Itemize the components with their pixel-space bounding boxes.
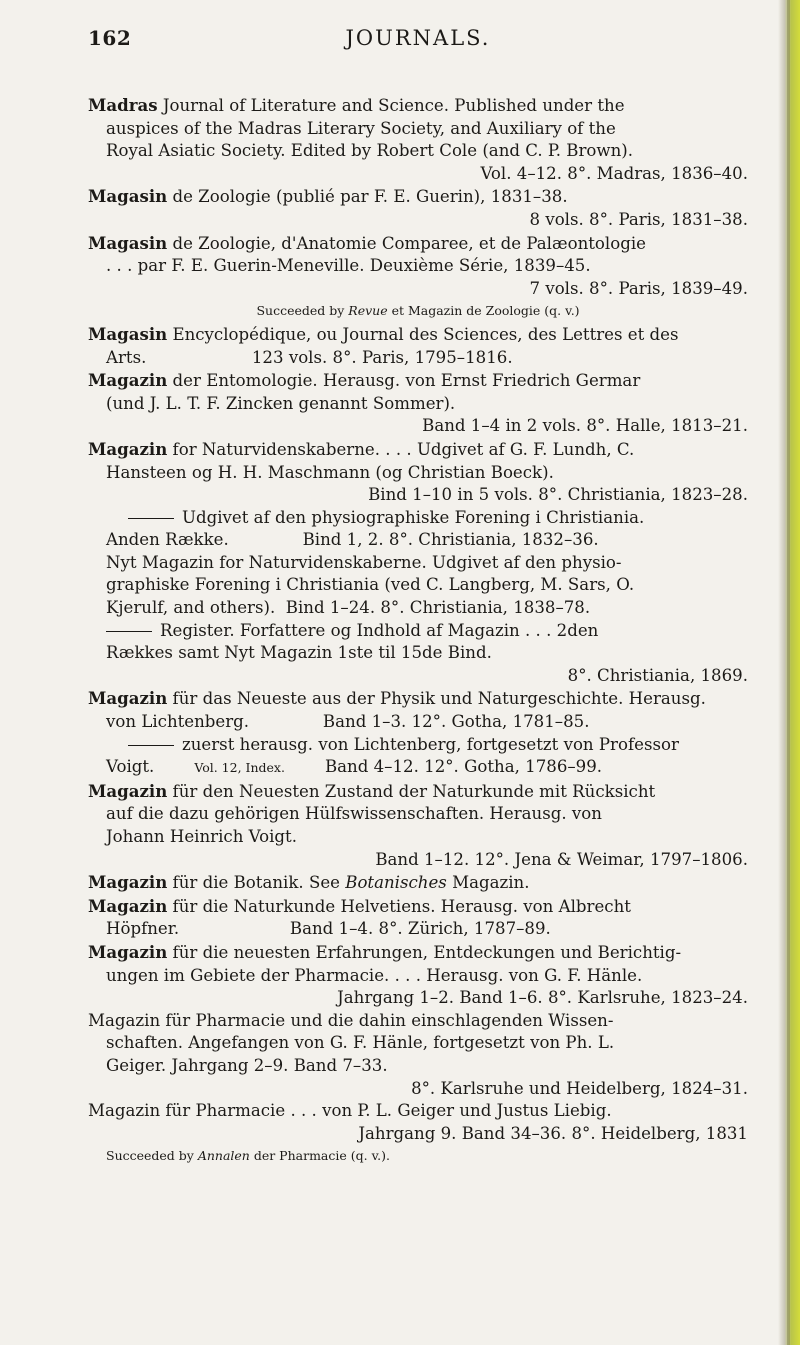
note-text: der Pharmacie (q. v.). bbox=[249, 1148, 390, 1164]
entry-text: ungen im Gebiete der Pharmacie. . . . Herausg. von G. F. Hänle. bbox=[106, 965, 643, 985]
entry-text: Arts. 123 vols. 8°. Paris, 1795–1816. bbox=[106, 347, 513, 367]
entry-keyword: Magasin bbox=[88, 232, 168, 253]
text-line bbox=[88, 255, 748, 278]
ditto-dash bbox=[128, 745, 174, 746]
text-line bbox=[88, 803, 748, 826]
text-line bbox=[88, 665, 748, 688]
text-line bbox=[88, 209, 748, 232]
ditto-dash bbox=[106, 631, 152, 632]
entry-text: Magazin für Pharmacie und die dahin einschlagenden Wissen- bbox=[88, 1010, 614, 1030]
note-italic-title: Revue bbox=[348, 303, 388, 319]
entry-text: Encyclopédique, ou Journal des Sciences, des Lettres et des bbox=[167, 324, 679, 344]
entry-text: auf die dazu gehörigen Hülfswissenschaften. Herausg. von bbox=[106, 804, 602, 824]
entry-text: Band 1–4 in 2 vols. 8°. Halle, 1813–21. bbox=[422, 416, 748, 436]
entry-text: graphiske Forening i Christiania (ved C. Langberg, M. Sars, O. bbox=[106, 575, 635, 595]
text-line bbox=[88, 369, 748, 393]
entry-text: Band 1–12. 12°. Jena & Weimar, 1797–1806. bbox=[375, 849, 748, 869]
note-text: Succeeded by bbox=[256, 303, 349, 319]
text-line bbox=[88, 711, 748, 734]
entry-keyword: Magazin bbox=[88, 941, 168, 962]
page-edge bbox=[778, 0, 800, 1345]
text-line bbox=[88, 734, 748, 757]
entry-text: für die Naturkunde Helvetiens. Herausg. von Albrecht bbox=[167, 896, 631, 916]
entry-text: schaften. Angefangen von G. F. Hänle, fortgesetzt von Ph. L. bbox=[106, 1033, 615, 1053]
text-line bbox=[88, 278, 748, 301]
entry-text: Bind 1–10 in 5 vols. 8°. Christiania, 1823–28. bbox=[368, 485, 748, 505]
journal-listing bbox=[88, 94, 748, 1168]
entry-text: Magazin für Pharmacie . . . von P. L. Geiger und Justus Liebig. bbox=[88, 1101, 612, 1121]
entry-text: Register. Forfattere og Indhold af Magazin . . . 2den bbox=[160, 620, 599, 640]
running-head: JOURNALS. bbox=[345, 26, 491, 50]
text-line bbox=[88, 507, 748, 530]
entry-text: 8°. Karlsruhe und Heidelberg, 1824–31. bbox=[411, 1078, 748, 1098]
entry-keyword: Magazin bbox=[88, 872, 168, 893]
entry-text: für das Neueste aus der Physik und Naturgeschichte. Herausg. bbox=[167, 689, 706, 709]
text-line bbox=[88, 620, 748, 643]
text-line bbox=[88, 552, 748, 575]
entry-keyword: Magasin bbox=[88, 323, 168, 344]
text-line bbox=[88, 118, 748, 141]
entry-text: de Zoologie, d'Anatomie Comparee, et de Palæontologie bbox=[167, 233, 646, 253]
entry-keyword: Magazin bbox=[88, 370, 168, 391]
entry-text: Udgivet af den physiographiske Forening i Christiania. bbox=[182, 507, 645, 527]
text-line bbox=[88, 597, 748, 620]
page-edge-shadow bbox=[787, 0, 790, 1345]
entry-text: Voigt. bbox=[106, 757, 155, 777]
text-line bbox=[88, 347, 748, 370]
text-line bbox=[88, 300, 748, 323]
entry-text: Vol. 4–12. 8°. Madras, 1836–40. bbox=[480, 163, 748, 183]
text-line bbox=[88, 1078, 748, 1101]
entry-text: Höpfner. Band 1–4. 8°. Zürich, 1787–89. bbox=[106, 919, 551, 939]
text-line bbox=[88, 1145, 748, 1168]
entry-text: für die Botanik. See bbox=[167, 873, 346, 893]
entry-keyword: Magazin bbox=[88, 895, 168, 916]
entry-text: 8 vols. 8°. Paris, 1831–38. bbox=[529, 209, 748, 229]
text-line bbox=[88, 780, 748, 804]
text-line bbox=[88, 323, 748, 347]
text-line bbox=[88, 94, 748, 118]
text-line bbox=[88, 163, 748, 186]
entry-keyword: Madras bbox=[88, 95, 158, 115]
entry-text: Geiger. Jahrgang 2–9. Band 7–33. bbox=[106, 1055, 388, 1075]
ditto-dash bbox=[128, 518, 174, 519]
text-line bbox=[88, 1055, 748, 1078]
text-line bbox=[88, 687, 748, 711]
entry-text: de Zoologie (publié par F. E. Guerin), 1831–38. bbox=[167, 187, 568, 207]
entry-keyword: Magasin bbox=[88, 186, 168, 207]
entry-text: Nyt Magazin for Naturvidenskaberne. Udgivet af den physio- bbox=[106, 552, 622, 572]
entry-text: Johann Heinrich Voigt. bbox=[106, 827, 297, 846]
entry-text: 7 vols. 8°. Paris, 1839–49. bbox=[529, 278, 748, 298]
entry-text: Journal of Literature and Science. Published under the bbox=[157, 96, 625, 115]
text-line bbox=[88, 1123, 748, 1146]
entry-text: für den Neuesten Zustand der Naturkunde mit Rücksicht bbox=[167, 781, 656, 801]
text-line bbox=[88, 849, 748, 872]
text-line bbox=[88, 642, 748, 665]
entry-text: Anden Række. Bind 1, 2. 8°. Christiania, 1832–36. bbox=[106, 530, 599, 550]
text-line bbox=[88, 1010, 748, 1033]
entry-text: der Entomologie. Herausg. von Ernst Friedrich Germar bbox=[167, 371, 641, 391]
entry-keyword: Magazin bbox=[88, 780, 168, 801]
text-line bbox=[88, 918, 748, 941]
entry-text: Jahrgang 1–2. Band 1–6. 8°. Karlsruhe, 1823–24. bbox=[337, 988, 748, 1008]
entry-text: auspices of the Madras Literary Society, and Auxiliary of the bbox=[106, 118, 616, 138]
entry-text: zuerst herausg. von Lichtenberg, fortgesetzt von Professor bbox=[182, 734, 679, 754]
entry-keyword: Magazin bbox=[88, 438, 168, 459]
entry-text: Kjerulf, and others). Bind 1–24. 8°. Christiania, 1838–78. bbox=[106, 598, 591, 618]
entry-text: Rækkes samt Nyt Magazin 1ste til 15de Bind. bbox=[106, 643, 492, 663]
entry-text: Hansteen og H. H. Maschmann (og Christian Boeck). bbox=[106, 462, 554, 482]
text-line bbox=[88, 529, 748, 552]
text-line bbox=[88, 140, 748, 163]
entry-text: Band 4–12. 12°. Gotha, 1786–99. bbox=[324, 757, 603, 777]
text-line bbox=[88, 484, 748, 507]
text-line bbox=[88, 1100, 748, 1123]
entry-text: . . . par F. E. Guerin-Meneville. Deuxième Série, 1839–45. bbox=[106, 256, 591, 276]
text-line bbox=[88, 965, 748, 988]
entry-text: for Naturvidenskaberne. . . . Udgivet af G. F. Lundh, C. bbox=[167, 439, 635, 459]
entry-keyword: Magazin bbox=[88, 688, 168, 709]
text-line bbox=[88, 1032, 748, 1055]
note-text: et Magazin de Zoologie (q. v.) bbox=[387, 303, 580, 319]
entry-text: Magazin. bbox=[446, 873, 530, 893]
page-header bbox=[88, 26, 748, 62]
text-line bbox=[88, 574, 748, 597]
note-text: Succeeded by bbox=[106, 1148, 198, 1164]
text-line bbox=[88, 438, 748, 462]
entry-text: Jahrgang 9. Band 34–36. 8°. Heidelberg, 1831 bbox=[358, 1123, 748, 1143]
entry-text: Royal Asiatic Society. Edited by Robert Cole (and C. P. Brown). bbox=[106, 141, 634, 161]
italic-title: Botanisches bbox=[345, 873, 447, 893]
text-line bbox=[88, 393, 748, 416]
page-number: 162 bbox=[88, 26, 132, 50]
text-line bbox=[88, 871, 748, 895]
text-line bbox=[88, 987, 748, 1010]
index-note: Vol. 12, Index. bbox=[194, 760, 285, 776]
text-line bbox=[88, 232, 748, 256]
entry-text: für die neuesten Erfahrungen, Entdeckungen und Berichtig- bbox=[167, 942, 682, 962]
entry-text: (und J. L. T. F. Zincken genannt Sommer). bbox=[106, 393, 456, 413]
text-line bbox=[88, 941, 748, 965]
text-line bbox=[88, 185, 748, 209]
text-line bbox=[88, 895, 748, 919]
entry-text: von Lichtenberg. Band 1–3. 12°. Gotha, 1781–85. bbox=[106, 712, 590, 732]
note-italic-title: Annalen bbox=[197, 1148, 250, 1164]
entry-text: 8°. Christiania, 1869. bbox=[567, 665, 748, 685]
text-line bbox=[88, 462, 748, 485]
text-line bbox=[88, 415, 748, 438]
text-line bbox=[88, 756, 748, 780]
text-line bbox=[88, 826, 748, 849]
